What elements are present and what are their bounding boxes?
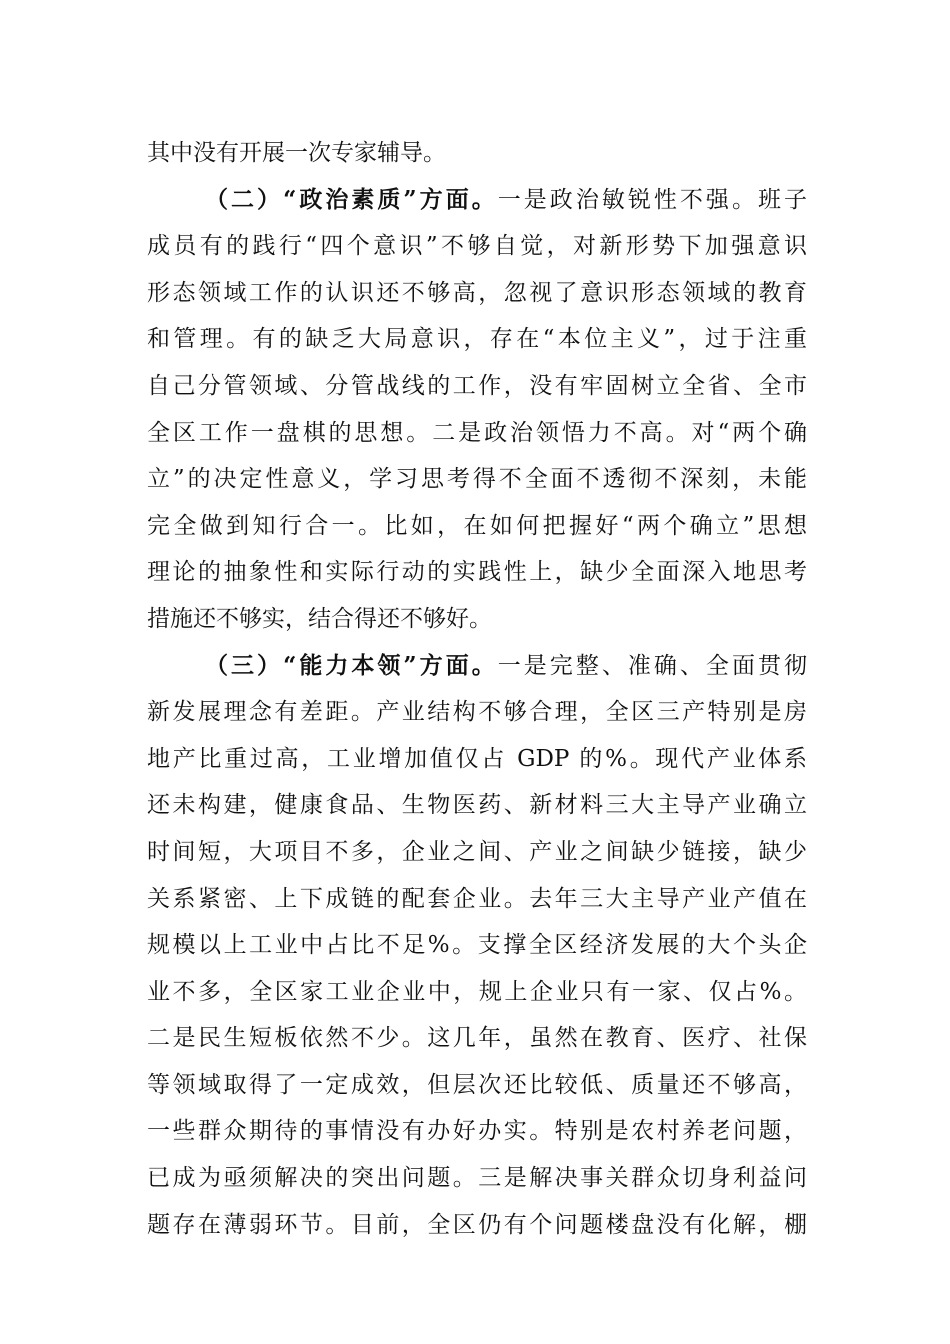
text-line: 形态领域工作的认识还不够高，忽视了意识形态领域的教育: [147, 279, 807, 306]
text-line: 全区工作一盘棋的思想。二是政治领悟力不高。对“两个确: [147, 419, 807, 446]
text-line: 二是民生短板依然不少。这几年，虽然在教育、医疗、社保: [147, 1025, 807, 1052]
text-line: 规模以上工业中占比不足%。支撑全区经济发展的大个头企: [147, 932, 807, 959]
text-line: [147, 643, 807, 690]
text-line: 一些群众期待的事情没有办好办实。特别是农村养老问题，: [147, 1118, 807, 1145]
text-line: 立”的决定性意义，学习思考得不全面不透彻不深刻，未能: [147, 466, 807, 493]
paragraph-1: [147, 130, 807, 177]
text-line: 完全做到知行合一。比如，在如何把握好“两个确立”思想: [147, 512, 807, 539]
document-page: [147, 130, 807, 1248]
text-line: 成员有的践行“四个意识”不够自觉，对新形势下加强意识: [147, 233, 807, 260]
text-line: 自己分管领域、分管战线的工作，没有牢固树立全省、全市: [147, 372, 807, 399]
section-heading: （二）“政治素质”方面。: [205, 185, 498, 213]
text-line: 理论的抽象性和实际行动的实践性上，缺少全面深入地思考: [147, 559, 807, 586]
text-line: 其中没有开展一次专家辅导。: [147, 140, 446, 166]
paragraph-political-quality: [147, 177, 807, 643]
text-line: 新发展理念有差距。产业结构不够合理，全区三产特别是房: [147, 699, 807, 726]
text-line: 和管理。有的缺乏大局意识，存在“本位主义”，过于注重: [147, 326, 807, 353]
paragraph-ability: [147, 643, 807, 1249]
text-line: [147, 177, 807, 224]
text-line: 措施还不够实，结合得还不够好。: [147, 605, 492, 632]
text-run: 一是完整、准确、全面贯彻: [497, 652, 808, 679]
text-line: 等领域取得了一定成效，但层次还比较低、质量还不够高，: [147, 1071, 807, 1098]
text-line: 地产比重过高，工业增加值仅占 GDP 的%。现代产业体系: [147, 745, 807, 772]
text-line: 已成为亟须解决的突出问题。三是解决事关群众切身利益问: [147, 1165, 807, 1192]
text-line: 还未构建，健康食品、生物医药、新材料三大主导产业确立: [147, 792, 807, 819]
text-line: 题存在薄弱环节。目前，全区仍有个问题楼盘没有化解，棚: [147, 1211, 807, 1238]
text-line: 关系紧密、上下成链的配套企业。去年三大主导产业产值在: [147, 885, 807, 912]
section-heading: （三）“能力本领”方面。: [205, 651, 498, 679]
text-line: 业不多，全区家工业企业中，规上企业只有一家、仅占%。: [147, 978, 807, 1005]
text-run: 一是政治敏锐性不强。班子: [497, 186, 808, 213]
text-line: 时间短，大项目不多，企业之间、产业之间缺少链接，缺少: [147, 838, 807, 865]
